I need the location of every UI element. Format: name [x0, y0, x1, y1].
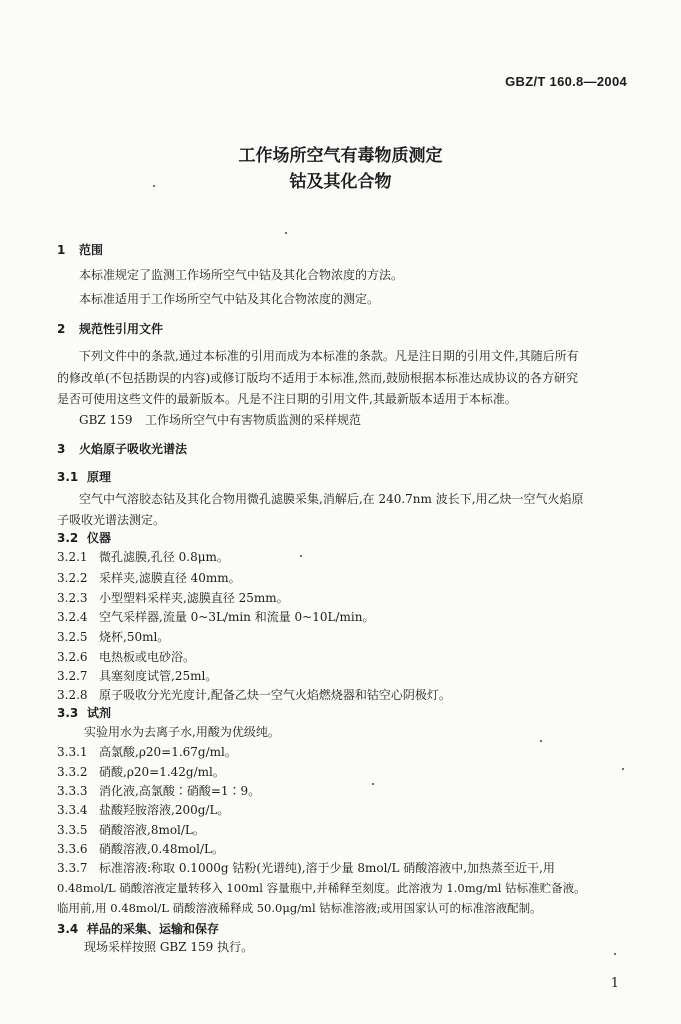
instrument-item	[57, 648, 195, 665]
reagent-item-continuation: 0.48mol/L 硝酸溶液定量转移入 100ml 容量瓶中,并稀释至刻度。此溶液为 1.0mg/ml 钴标准贮备液。	[57, 881, 586, 895]
subsection-number: 3.1	[57, 470, 79, 484]
reagent-item-continuation: 临用前,用 0.48mol/L 硝酸溶液稀释成 50.0μg/ml 钴标准溶液;或用国家认可的标准溶液配制。	[57, 901, 542, 915]
item-number: 3.2.2	[57, 571, 88, 585]
item-number: 3.2.4	[57, 610, 88, 624]
item-text: 硝酸溶液,0.48mol/L。	[99, 842, 224, 856]
reagent-item	[57, 801, 229, 818]
section-title: 范围	[79, 243, 104, 257]
item-number: 3.3.6	[57, 842, 88, 856]
instrument-item	[57, 667, 217, 684]
item-number: 3.2.8	[57, 688, 88, 702]
item-number: 3.3.4	[57, 803, 88, 817]
item-number: 3.2.7	[57, 669, 88, 683]
subsection-title: 试剂	[87, 706, 112, 720]
section-title: 火焰原子吸收光谱法	[79, 442, 188, 456]
scan-speck	[300, 555, 302, 557]
subsection-3-2-heading	[57, 529, 111, 546]
section-2-paragraph-line-1: 下列文件中的条款,通过本标准的引用而成为本标准的条款。凡是注日期的引用文件,其随后所有	[79, 349, 579, 363]
item-text: 硝酸,ρ20=1.42g/ml。	[99, 765, 225, 779]
section-2-heading	[57, 320, 163, 337]
scan-speck	[540, 740, 542, 742]
item-text: 盐酸羟胺溶液,200g/L。	[99, 803, 230, 817]
subsection-title: 仪器	[87, 531, 112, 545]
reference-code: GBZ 159	[79, 413, 133, 427]
item-text: 硝酸溶液,8mol/L。	[99, 823, 205, 837]
reagent-item	[57, 859, 555, 876]
principle-line-1: 空气中气溶胶态钴及其化合物用微孔滤膜采集,消解后,在 240.7nm 波长下,用乙炔一空气火焰原	[79, 492, 584, 506]
document-title-line-1: 工作场所空气有毒物质测定	[238, 146, 443, 166]
item-text: 高氯酸,ρ20=1.67g/ml。	[99, 745, 237, 759]
item-text: 标准溶液:称取 0.1000g 钴粉(光谱纯),溶于少量 8mol/L 硝酸溶液中,加热蒸至近干,用	[99, 861, 555, 875]
instrument-item	[57, 628, 169, 645]
instrument-item	[57, 569, 241, 586]
document-title-line-2: 钴及其化合物	[289, 172, 392, 192]
normative-reference	[79, 411, 361, 428]
item-number: 3.2.5	[57, 630, 88, 644]
section-1-paragraph-2: 本标准适用于工作场所空气中钴及其化合物浓度的测定。	[79, 292, 380, 306]
section-2-paragraph-line-3: 是否可使用这些文件的最新版本。凡是不注日期的引用文件,其最新版本适用于本标准。	[57, 392, 517, 406]
section-2-paragraph-line-2: 的修改单(不包括勘误的内容)或修订版均不适用于本标准,然而,鼓励根据本标准达成协议的各方研究	[57, 371, 578, 385]
sampling-line-1: 现场采样按照 GBZ 159 执行。	[84, 940, 254, 954]
scan-speck	[622, 768, 624, 770]
section-number: 1	[57, 243, 66, 257]
subsection-title: 样品的采集、运输和保存	[87, 922, 220, 936]
item-number: 3.2.6	[57, 650, 88, 664]
scan-speck	[153, 185, 155, 187]
section-number: 2	[57, 322, 66, 336]
scan-speck	[372, 783, 374, 785]
instrument-item	[57, 608, 374, 625]
subsection-number: 3.2	[57, 531, 79, 545]
item-text: 电热板或电砂浴。	[99, 650, 196, 664]
item-number: 3.2.3	[57, 591, 88, 605]
subsection-title: 原理	[87, 470, 112, 484]
instrument-item	[57, 548, 229, 565]
item-text: 具塞刻度试管,25ml。	[99, 669, 218, 683]
instrument-item	[57, 589, 289, 606]
item-text: 原子吸收分光光度计,配备乙炔一空气火焰燃烧器和钴空心阴极灯。	[99, 688, 451, 702]
item-text: 烧杯,50ml。	[99, 630, 170, 644]
subsection-3-4-heading	[57, 920, 219, 937]
item-number: 3.2.1	[57, 550, 88, 564]
reagents-intro: 实验用水为去离子水,用酸为优级纯。	[84, 725, 280, 739]
item-text: 消化液,高氯酸∶硝酸=1∶9。	[99, 784, 261, 798]
item-number: 3.3.2	[57, 765, 88, 779]
section-3-heading	[57, 440, 187, 457]
section-1-paragraph-1: 本标准规定了监测工作场所空气中钴及其化合物浓度的方法。	[79, 268, 404, 282]
item-text: 小型塑料采样夹,滤膜直径 25mm。	[99, 591, 289, 605]
reference-title: 工作场所空气中有害物质监测的采样规范	[145, 413, 362, 427]
reagent-item	[57, 743, 237, 760]
item-text: 微孔滤膜,孔径 0.8μm。	[99, 550, 229, 564]
subsection-3-3-heading	[57, 704, 111, 721]
reagent-item	[57, 840, 224, 857]
reagent-item	[57, 782, 260, 799]
item-text: 采样夹,滤膜直径 40mm。	[99, 571, 241, 585]
reagent-item	[57, 821, 205, 838]
item-number: 3.3.5	[57, 823, 88, 837]
item-text: 空气采样器,流量 0~3L/min 和流量 0~10L/min。	[99, 610, 375, 624]
scan-speck	[614, 953, 616, 955]
reagent-item	[57, 763, 225, 780]
item-number: 3.3.3	[57, 784, 88, 798]
section-number: 3	[57, 442, 66, 456]
scan-speck	[285, 232, 287, 234]
subsection-3-1-heading	[57, 468, 111, 485]
item-number: 3.3.7	[57, 861, 88, 875]
subsection-number: 3.4	[57, 922, 79, 936]
section-1-heading	[57, 241, 103, 258]
instrument-item	[57, 686, 451, 703]
subsection-number: 3.3	[57, 706, 79, 720]
principle-line-2: 子吸收光谱法测定。	[57, 513, 166, 527]
section-title: 规范性引用文件	[79, 322, 164, 336]
item-number: 3.3.1	[57, 745, 88, 759]
page-number: 1	[610, 976, 619, 991]
standard-number: GBZ/T 160.8—2004	[505, 74, 627, 89]
